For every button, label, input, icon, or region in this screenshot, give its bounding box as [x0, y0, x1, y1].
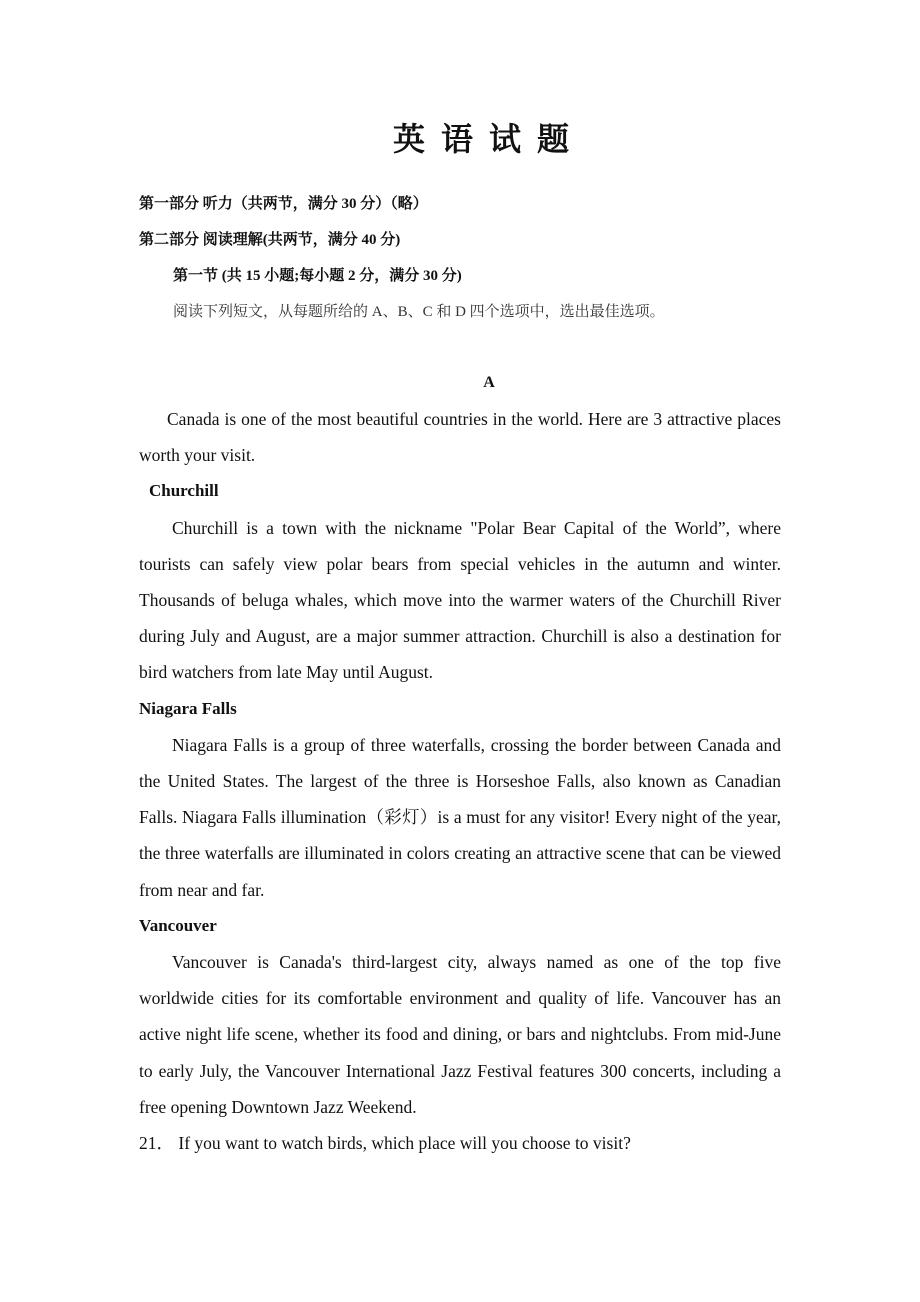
instructions: 阅读下列短文，从每题所给的 A、B、C 和 D 四个选项中，选出最佳选项。 [173, 304, 665, 320]
passage-label: A [483, 374, 495, 391]
section-one-heading: 第一节 (共 15 小题;每小题 2 分，满分 30 分) [173, 268, 462, 284]
section-heading-niagara-falls: Niagara Falls [139, 698, 237, 718]
question-text: If you want to watch birds, which place will you choose to visit? [174, 1133, 631, 1154]
part-one-heading: 第一部分 听力（共两节，满分 30 分）（略） [139, 196, 428, 212]
exam-title: 英语试题 [392, 120, 585, 158]
section-heading-vancouver: Vancouver [139, 915, 217, 935]
question-number: 21． [139, 1133, 174, 1154]
question-21 [139, 1125, 781, 1161]
part-two-heading: 第二部分 阅读理解(共两节，满分 40 分) [139, 232, 401, 248]
passage-body [139, 401, 781, 1161]
section-text-churchill: Churchill is a town with the nickname "Polar Bear Capital of the World”, where tourists can safely view polar bears from special vehicles in the autumn and winter. Thousands of beluga whales, which move into the warmer waters of the Churchill River during July and August, are a major summer attraction. Churchill is also a destination for bird watchers from late May until August. [139, 517, 781, 683]
section-heading-churchill: Churchill [149, 481, 219, 501]
passage-intro: Canada is one of the most beautiful countries in the world. Here are 3 attractive places worth your visit. [139, 409, 781, 466]
section-text-vancouver: Vancouver is Canada's third-largest city, always named as one of the top five worldwide cities for its comfortable environment and quality of life. Vancouver has an active night life scene, whether its food and dining, or bars and nightclubs. From mid-June to early July, the Vancouver International Jazz Festival features 300 concerts, including a free opening Downtown Jazz Weekend. [139, 952, 781, 1117]
section-text-niagara-falls: Niagara Falls is a group of three waterfalls, crossing the border between Canada and the United States. The largest of the three is Horseshoe Falls, also known as Canadian Falls. Niagara Falls illumination（彩灯）is a must for any visitor! Every night of the year, the three waterfalls are illuminated in colors creating an attractive scene that can be viewed from near and far. [139, 734, 781, 900]
